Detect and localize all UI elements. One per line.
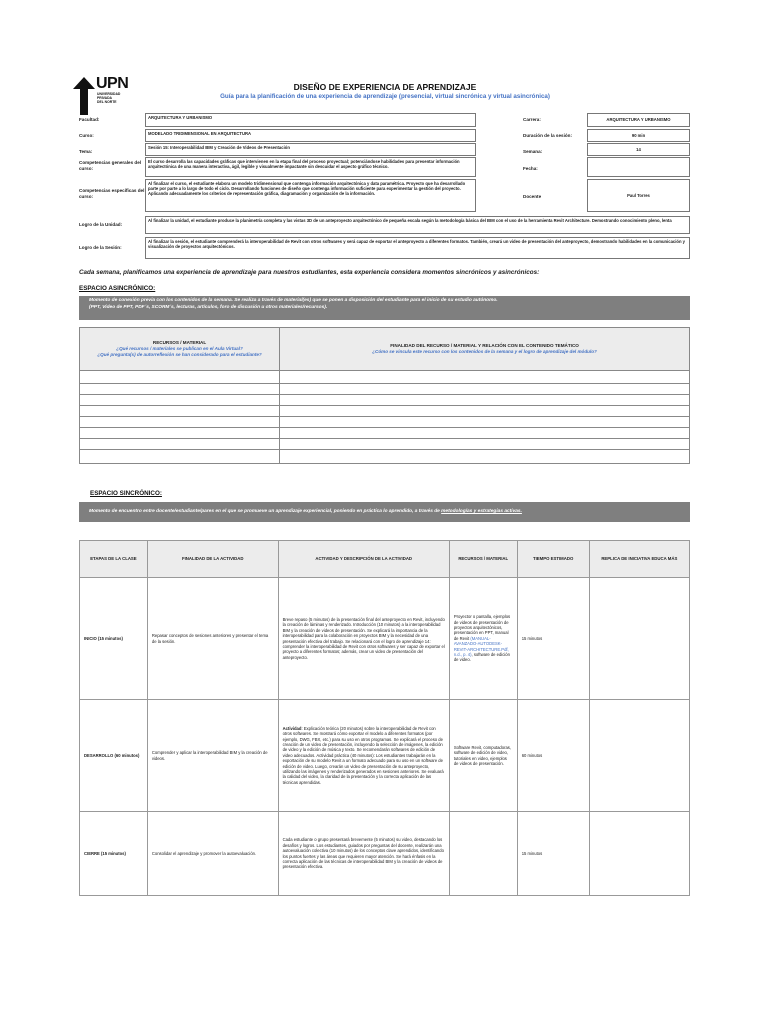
page-title: DISEÑO DE EXPERIENCIA DE APRENDIZAJE: [293, 82, 477, 92]
activity-bold-label: Actividad: [282, 725, 302, 731]
sync-col-recursos: RECURSOS / MATERIAL: [449, 541, 517, 578]
logro-sesion-value: Al finalizar la sesión, el estudiante comprenderá la interoperabilidad de Revit con otros softwares y será capaz de exportar el anteproyecto a diferentes formatos. También, creará un video de presentación del anteproyecto, demostrando habilidades en la comunicación y visualización de proyectos arquitectónicos.: [145, 237, 690, 259]
stage-cell: INICIO (15 minutos): [80, 578, 148, 700]
resources-cell: [449, 812, 517, 896]
logro-sesion-label: Logro de la Sesión:: [79, 245, 122, 250]
duracion-label: Duración de la sesión:: [523, 133, 573, 138]
sync-activities-table: [79, 540, 690, 896]
docente-label: Docente: [523, 194, 542, 199]
tema-label: Tema:: [79, 149, 93, 154]
sync-bar-text: Momento de encuentro entre docente/estudiante/pares en el que se promueve un aprendizaje experiencial, poniendo en práctica lo aprendido, a través de: [89, 508, 440, 514]
replica-cell[interactable]: [589, 578, 689, 700]
async-col1-question1: ¿Qué recursos / materiales se publican en el Aula Virtual?: [116, 346, 243, 352]
sync-col-finalidad: FINALIDAD DE LA ACTIVIDAD: [147, 541, 278, 578]
async-cell[interactable]: [80, 371, 280, 384]
async-cell[interactable]: [280, 417, 690, 428]
purpose-cell: Repasar conceptos de sesiones anteriores y presentar el tema de la sesión.: [147, 578, 278, 700]
carrera-label: Carrera:: [523, 117, 541, 122]
async-cell[interactable]: [280, 450, 690, 464]
time-cell: 60 minutos: [517, 700, 589, 812]
duracion-value: 90 min: [587, 129, 690, 142]
async-col2-question: ¿Cómo se vincula este recurso con los contenidos de la semana y el logro de aprendizaje del módulo?: [372, 349, 597, 354]
async-cell[interactable]: [80, 450, 280, 464]
table-row: [80, 700, 690, 812]
curso-label: Curso:: [79, 133, 94, 138]
async-resources-table: [79, 327, 690, 464]
fecha-label: Fecha:: [523, 166, 538, 171]
replica-cell[interactable]: [589, 812, 689, 896]
replica-cell[interactable]: [589, 700, 689, 812]
purpose-cell: Comprender y aplicar la interoperabilidad BIM y la creación de videos.: [147, 700, 278, 812]
async-cell[interactable]: [80, 428, 280, 439]
async-col1-title: RECURSOS / MATERIAL: [152, 340, 207, 346]
async-cell[interactable]: [80, 406, 280, 417]
sync-description-bar: [79, 502, 690, 522]
semana-label: Semana:: [523, 149, 543, 154]
competencias-generales-label: Competencias generales del curso:: [79, 160, 142, 171]
async-cell[interactable]: [80, 384, 280, 395]
intro-text: Cada semana, planificamos una experiencia de aprendizaje para nuestros estudiantes, esta experiencia considera momentos sincrónicos y asincrónicos:: [79, 269, 540, 276]
sync-col-tiempo: TIEMPO ESTIMADO: [517, 541, 589, 578]
logro-unidad-label: Logro de la Unidad:: [79, 222, 123, 227]
async-cell[interactable]: [280, 428, 690, 439]
carrera-value: ARQUITECTURA Y URBANISMO: [587, 113, 690, 127]
competencias-especificas-label: Competencias específicas del curso:: [79, 188, 145, 199]
async-cell[interactable]: [80, 395, 280, 406]
facultad-label: Facultad:: [79, 117, 100, 122]
activity-cell: Cada estudiante o grupo presentará brevemente (5 minutos) su video, destacando los desafíos y logros. Los estudiantes, guiados por preguntas del docente, realizarán una autoevaluación colectiva (10 minutos) de los conceptos clave aprendidos, identificando los puntos fuertes y las áreas que requieren mayor atención. Se hará énfasis en la correcta aplicación de las técnicas de interoperabilidad BIM y la creación de videos de presentación efectiva.: [278, 812, 449, 896]
table-row: [80, 812, 690, 896]
async-cell[interactable]: [80, 417, 280, 428]
async-cell[interactable]: [280, 395, 690, 406]
sync-col-replica: REPLICA DE INICIATIVA EDUCA MÁS: [589, 541, 689, 578]
sync-col-etapas: ETAPAS DE LA CLASE: [80, 541, 148, 578]
async-cell[interactable]: [280, 384, 690, 395]
sync-heading: ESPACIO SINCRÓNICO:: [90, 490, 162, 497]
curso-value: MODELADO TRIDIMENSIONAL EN ARQUITECTURA: [145, 129, 476, 142]
time-cell: 15 minutos: [517, 578, 589, 700]
async-col2-title: FINALIDAD DEL RECURSO / MATERIAL Y RELACIÓN CON EL CONTENIDO TEMÁTICO: [390, 343, 579, 349]
async-bar-line2: (PPT, Video de PPT, PDF´s, SCORM´s, lecturas, artículos, foro de discusión u otros materiales/recursos).: [89, 304, 328, 310]
facultad-value: ARQUITECTURA Y URBANISMO: [145, 113, 476, 127]
docente-value: Paul Torres: [587, 179, 690, 212]
async-col1-header: [80, 328, 280, 371]
resources-cell: Software Revit, computadoras, software de edición de video, tutoriales en video, ejemplos de videos de presentación.: [449, 700, 517, 812]
resources-text-end: , software de edición de video.: [453, 652, 510, 663]
async-col2-header: [280, 328, 690, 371]
table-row: [80, 578, 690, 700]
page-subtitle: Guía para la planificación de una experiencia de aprendizaje (presencial, virtual sincrónica y virtual asincrónica): [220, 93, 550, 100]
upn-arrow-icon: [73, 77, 95, 115]
tema-value: Sesión 15: Interoperabilidad BIM y Creación de Videos de Presentación: [145, 143, 476, 156]
activity-cell: [278, 700, 449, 812]
stage-cell: DESARROLLO (60 minutos): [80, 700, 148, 812]
async-col1-question2: ¿Qué pregunta(s) de autorreflexión se han considerado para el estudiante?: [97, 351, 262, 357]
async-heading: ESPACIO ASINCRÓNICO:: [79, 285, 156, 292]
resources-text: Proyector o pantalla, ejemplos de videos de presentación de proyectos arquitectónicos, presentación en PPT, manual de Revit: [453, 614, 511, 641]
competencias-generales-value: El curso desarrolla las capacidades gráficas que intervienen en la etapa final del proceso proyectual; potenciándose habilidades para presentar información arquitectónica de una manera interactiva, ágil, legible y visualmente impactante sin descuidar el aspecto gráfico técnico.: [145, 157, 476, 177]
activity-cell: Breve repaso (5 minutos) de la presentación final del anteproyecto en Revit, incluyendo la creación de láminas y renderizado. Introducción (10 minutos) a la interoperabilidad BIM y la creación de videos de presentación. Se explicará la importancia de la interoperabilidad para la colaboración en proyectos BIM y la necesidad de una presentación efectiva del trabajo. Se relacionará con el logro de aprendizaje 14: comprender la interoperabilidad de Revit con otros softwares y ser capaz de exportar el proyecto a diferentes formatos; además, crear un video de presentación del anteproyecto.: [278, 578, 449, 700]
resources-cell: [449, 578, 517, 700]
upn-logo: [73, 77, 133, 117]
sync-bar-link[interactable]: metodologías y estrategias activas.: [441, 508, 522, 514]
async-description-bar: [79, 296, 690, 320]
time-cell: 15 minutos: [517, 812, 589, 896]
purpose-cell: Consolidar el aprendizaje y promover la autoevaluación.: [147, 812, 278, 896]
logro-unidad-value: Al finalizar la unidad, el estudiante produce la planimetría completa y las vistas 3D de un anteproyecto arquitectónico de pequeña escala según la metodología básica del BIM con el uso de la herramienta Revit Architecture. Demostrando conocimiento pleno, lenta: [145, 216, 690, 234]
logo-brand: UPN: [96, 75, 129, 92]
async-cell[interactable]: [280, 406, 690, 417]
async-cell[interactable]: [80, 439, 280, 450]
sync-col-actividad: ACTIVIDAD Y DESCRIPCIÓN DE LA ACTIVIDAD: [278, 541, 449, 578]
semana-value: 14: [587, 143, 690, 156]
fecha-value: [587, 157, 690, 177]
logo-subtext: UNIVERSIDAD PRIVADA DEL NORTE: [97, 92, 121, 104]
resources-citation-link[interactable]: (MANUAL-AVANZADO-AUTODESK-REVIT-ARCHITECTURE.Pdf, n.d., p. 4): [453, 635, 509, 658]
stage-cell: CIERRE (15 minutos): [80, 812, 148, 896]
async-cell[interactable]: [280, 371, 690, 384]
activity-text: : Explicación teórica (20 minutos) sobre la interoperabilidad de Revit con otros softwares. Se mostrará cómo exportar el modelo a diferentes formatos (por ejemplo, DWG, FBX, etc.) para su uso en otros programas. Se explicará el proceso de creación de un video de presentación, incluyendo la selección de imágenes, la edición de video y la edición de música y texto. Se recomendarán softwares de edición de video adecuados. Actividad práctica (40 minutos): Los estudiantes trabajarán en la exportación de su modelo Revit a un formato adecuado para su uso en un software de edición de video. Luego, crearán un video de presentación de su anteproyecto, utilizando las imágenes y renderizados generados en sesiones anteriores. Se evaluará la calidad del video, la claridad de la presentación y la correcta aplicación de las técnicas aprendidas.: [282, 725, 444, 785]
async-bar-line1: Momento de conexión previa con los contenidos de la semana. Se realiza a través de material(es) que se ponen a disposición del estudiante para el inicio de su estudio autónomo.: [89, 298, 498, 303]
async-cell[interactable]: [280, 439, 690, 450]
competencias-especificas-value: Al finalizar el curso, el estudiante elabora un modelo tridimensional que contenga información arquitectónica y data paramétrica. Proyecto que ha desarrollado parte por parte a lo largo de todo el ciclo. Desarrollando funciones de diseño que contenga información suficiente para experimentar la gestión del proyecto. Aplicando adecuadamente los criterios de representación gráfica, diagramación y organización de la información.: [145, 179, 476, 212]
